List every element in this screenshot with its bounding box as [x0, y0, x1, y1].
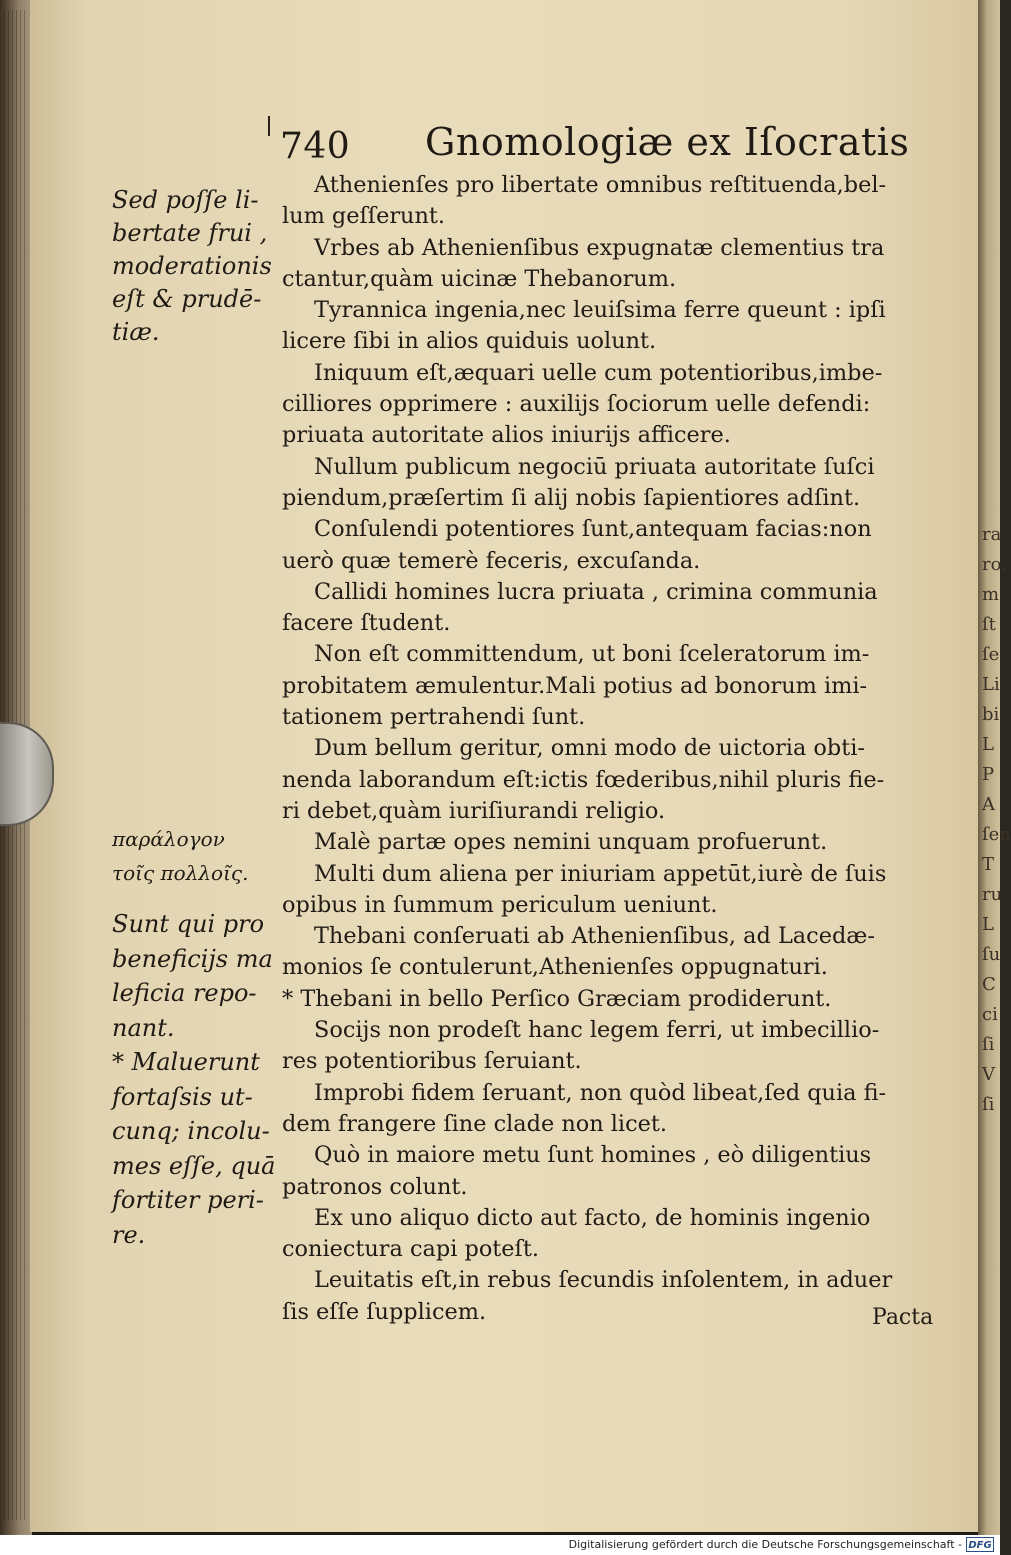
- text-line: Thebani conſeruati ab Athenienſibus, ad Lacedæ-: [314, 923, 875, 950]
- text-line: Tyrannica ingenia,nec leuiſsima ferre queunt : ipſi: [314, 297, 886, 324]
- page-header: [280, 112, 910, 172]
- main-text-block: [282, 170, 932, 1328]
- text-line: Athenienſes pro libertate omnibus reſtituenda,bel-: [314, 172, 887, 198]
- text-line: piendum,præſertim ſi alij nobis ſapientiores adſint.: [282, 484, 861, 511]
- text-line: monios ſe contulerunt,Athenienſes oppugnaturi.: [282, 954, 828, 981]
- text-line: Quò in maiore metu ſunt homines , eò diligentius: [314, 1142, 872, 1169]
- text-line: Conſulendi potentiores ſunt,antequam facias:non: [314, 516, 872, 543]
- header-mark: [268, 116, 270, 136]
- text-line: priuata autoritate alios iniurijs afficere.: [282, 422, 731, 449]
- facing-page-fragments: ra ro. m ſt ſe Li bi L P A ſen T ru L ſu C ci ſi V ſi: [982, 524, 1011, 1115]
- text-line: * Thebani in bello Perſico Græciam prodiderunt.: [282, 985, 832, 1012]
- footer-bar: [0, 1535, 1000, 1555]
- margin-line: τοῖς πολλοῖς.: [112, 861, 249, 885]
- margin-line: * Maluerunt: [112, 1048, 260, 1076]
- text-line: dem frangere ſine clade non licet.: [282, 1110, 668, 1137]
- text-line: Socijs non prodeſt hanc legem ferri, ut imbecillio-: [314, 1017, 880, 1044]
- text-line: Ex uno aliquo dicto aut facto, de hominis ingenio: [314, 1204, 871, 1231]
- text-line: patronos colunt.: [282, 1173, 468, 1200]
- text-line: probitatem æmulentur.Mali potius ad bonorum imi-: [282, 672, 868, 699]
- text-line: res potentioribus ſeruiant.: [282, 1048, 582, 1075]
- margin-line: moderationis: [112, 252, 272, 280]
- text-line: uerò quæ temerè feceris, excuſanda.: [282, 547, 701, 574]
- text-line: ſis eſſe ſupplicem.: [282, 1298, 487, 1325]
- text-line: coniectura capi poteſt.: [282, 1236, 539, 1263]
- text-line: tationem pertrahendi ſunt.: [282, 704, 586, 731]
- margin-note-bottom: [112, 907, 282, 1252]
- text-line: lum geſſerunt.: [282, 203, 445, 230]
- text-line: Nullum publicum negociū priuata autoritate ſuſci: [314, 453, 875, 480]
- margin-line: Sed poſſe li-: [112, 186, 259, 214]
- page-number: 740: [280, 126, 351, 167]
- text-line: licere ſibi in alios quiduis uolunt.: [282, 328, 657, 355]
- margin-line: Sunt qui pro: [112, 910, 265, 938]
- text-line: facere ſtudent.: [282, 610, 451, 637]
- margin-line: cunq; incolu-: [112, 1117, 270, 1145]
- text-line: Callidi homines lucra priuata , crimina communia: [314, 578, 878, 605]
- dfg-logo: DFG: [966, 1537, 994, 1552]
- margin-line: beneficijs ma: [112, 944, 273, 973]
- text-line: Malè partæ opes nemini unquam profuerunt.: [314, 829, 828, 856]
- margin-line: fortaſsis ut-: [112, 1082, 253, 1111]
- text-line: ri debet,quàm iuriſiurandi religio.: [282, 797, 666, 824]
- text-line: nenda laborandum eſt:ictis fœderibus,nihil pluris fie-: [282, 766, 885, 793]
- margin-line: re.: [112, 1220, 146, 1249]
- catchword: Pacta: [872, 1305, 934, 1330]
- text-line: cilliores opprimere : auxilijs ſociorum uelle defendi:: [282, 391, 871, 418]
- margin-line: fortiter peri-: [112, 1186, 264, 1214]
- margin-line: mes eſſe, quā: [112, 1151, 276, 1180]
- margin-line: nant.: [112, 1013, 175, 1042]
- running-title: Gnomologiæ ex Iſocratis: [425, 120, 910, 164]
- text-line: Multi dum aliena per iniuriam appetūt,iurè de ſuis: [314, 860, 887, 887]
- funding-notice: Digitalisierung gefördert durch die Deutsche Forschungsgemeinschaft -: [568, 1538, 962, 1551]
- text-line: Leuitatis eſt,in rebus ſecundis inſolentem, in aduer: [314, 1267, 893, 1294]
- margin-note-greek: [112, 822, 282, 890]
- margin-note-top: [112, 184, 282, 349]
- margin-line: bertate frui ,: [112, 219, 268, 247]
- text-line: Dum bellum geritur, omni modo de uictoria obti-: [314, 735, 865, 762]
- text-line: Non eſt committendum, ut boni ſceleratorum im-: [314, 641, 870, 668]
- text-line: ctantur,quàm uicinæ Thebanorum.: [282, 265, 677, 292]
- margin-line: leficia repo-: [112, 979, 257, 1007]
- text-line: Improbi fidem ſeruant, non quòd libeat,ſed quia fi-: [314, 1079, 887, 1106]
- text-line: Vrbes ab Athenienſibus expugnatæ clementius tra: [314, 234, 885, 261]
- margin-line: eſt & prudē-: [112, 285, 262, 313]
- margin-line: tiæ.: [112, 318, 160, 346]
- text-line: Iniquum eſt,æquari uelle cum potentioribus,imbe-: [314, 359, 883, 386]
- text-line: opibus in ſummum periculum ueniunt.: [282, 891, 718, 918]
- margin-line: παράλογον: [112, 827, 225, 851]
